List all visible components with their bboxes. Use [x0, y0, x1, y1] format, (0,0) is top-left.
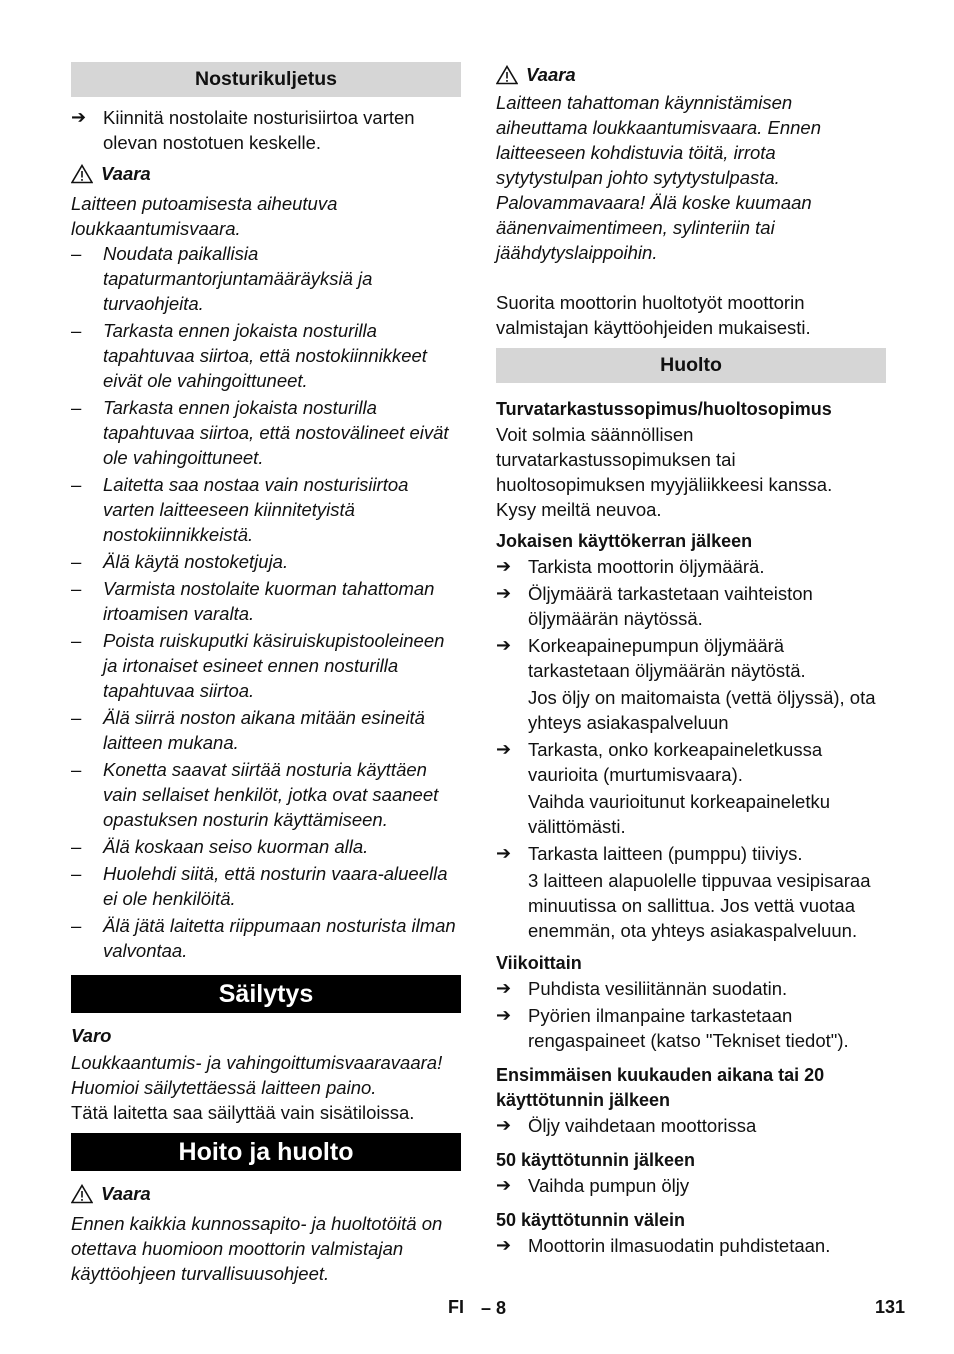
instruction-item: [496, 1173, 886, 1198]
instruction-text: Tarkista moottorin öljymäärä.: [528, 556, 765, 577]
list-item-text: Tarkasta ennen jokaista nosturilla tapahtuvaa siirtoa, että nostokiinnikkeet eivät ole vahingoittuneet.: [103, 320, 427, 391]
arrow-right-icon: ➔: [496, 556, 512, 576]
arrow-right-icon: ➔: [496, 978, 512, 998]
list-item-text: Älä siirrä noston aikana mitään esineitä laitteen mukana.: [103, 707, 425, 753]
every-50h-list: [496, 1233, 886, 1258]
after-50h-list: [496, 1173, 886, 1198]
list-item: [71, 318, 461, 393]
instruction-text: Tarkasta, onko korkeapaineletkussa vaurioita (murtumisvaara).: [528, 739, 823, 785]
instruction-text: Vaihda pumpun öljy: [528, 1175, 690, 1196]
list-item: [71, 576, 461, 626]
arrow-right-icon: ➔: [496, 1175, 512, 1195]
footer-language: FI: [448, 1297, 464, 1317]
instruction-item: [496, 581, 886, 631]
list-item-text: Varmista nostolaite kuorman tahattoman irtoamisen varalta.: [103, 578, 435, 624]
warning-triangle-icon: [71, 164, 93, 184]
after-use-list: [496, 554, 886, 943]
subheading-first-month: Ensimmäisen kuukauden aikana tai 20 käyttötunnin jälkeen: [496, 1065, 825, 1110]
warning-text: Ennen kaikkia kunnossapito- ja huoltotöitä on otettava huomioon moottorin valmistajan käyttöohjeen turvallisuusohjeet.: [71, 1213, 443, 1284]
list-item-text: Älä käytä nostoketjuja.: [103, 551, 289, 572]
list-item: [71, 395, 461, 470]
arrow-right-icon: ➔: [496, 635, 512, 655]
section-title-sailytys: Säilytys: [71, 975, 461, 1013]
arrow-right-icon: ➔: [496, 843, 512, 863]
list-item: [71, 472, 461, 547]
section-title-hoito-ja-huolto: Hoito ja huolto: [71, 1133, 461, 1171]
dash-bullet: –: [71, 707, 82, 728]
dash-bullet: –: [71, 551, 82, 572]
footer-section-page: – 8: [481, 1298, 507, 1318]
storage-note: Tätä laitetta saa säilyttää vain sisätiloissa.: [71, 1102, 415, 1123]
list-item-text: Älä koskaan seiso kuorman alla.: [103, 836, 369, 857]
list-item: [71, 913, 461, 963]
arrow-right-icon: ➔: [496, 739, 512, 759]
list-item: [71, 549, 461, 574]
dash-bullet: –: [71, 836, 82, 857]
warning-text-burn: Palovammavaara! Älä koske kuumaan äänenvaimentimeen, sylinteriin tai jäähdytyslaippoihin.: [496, 192, 812, 263]
list-item-text: Laitetta saa nostaa vain nosturisiirtoa varten laitteeseen kiinnitetyistä nostokiinnikkeistä.: [103, 474, 409, 545]
left-column: [71, 62, 461, 1286]
instruction-item: [496, 1003, 886, 1053]
instruction-item: [496, 633, 886, 683]
list-item-text: Tarkasta ennen jokaista nosturilla tapahtuvaa siirtoa, että nostovälineet eivät ole vahingoittuneet.: [103, 397, 449, 468]
list-item-text: Älä jätä laitetta riippumaan nosturista ilman valvontaa.: [103, 915, 456, 961]
instruction-text: Öljy vaihdetaan moottorissa: [528, 1115, 757, 1136]
dash-bullet: –: [71, 320, 82, 341]
instruction-item: [496, 1233, 886, 1258]
subheading-every-50h: 50 käyttötunnin välein: [496, 1210, 686, 1230]
warning-text: Laitteen tahattoman käynnistämisen aiheuttama loukkaantumisvaara. Ennen laitteeseen kohdistuvia töitä, irrota sytytystulpan johto sytytystulpasta.: [496, 92, 821, 188]
list-item: [71, 705, 461, 755]
instruction-note: 3 laitteen alapuolelle tippuvaa vesipisaraa minuutissa on sallittua. Jos vettä vuotaa enemmän, ota yhteys asiakaspalveluun.: [528, 870, 871, 941]
caution-text: Loukkaantumis- ja vahingoittumisvaaravaara! Huomioi säilytettäessä laitteen paino.: [71, 1052, 443, 1098]
list-item-text: Konetta saavat siirtää nosturia käyttäen vain sellaiset henkilöt, jotka ovat saaneet opastuksen nosturin käyttämiseen.: [103, 759, 439, 830]
dash-bullet: –: [71, 915, 82, 936]
instruction-text: Tarkasta laitteen (pumppu) tiiviys.: [528, 843, 803, 864]
section-title-nosturikuljetus: Nosturikuljetus: [71, 62, 461, 97]
list-item: [71, 628, 461, 703]
warning-triangle-icon: [71, 1184, 93, 1204]
dash-bullet: –: [71, 759, 82, 780]
instruction-text: Korkeapainepumpun öljymäärä tarkastetaan öljymäärän näytöstä.: [528, 635, 806, 681]
subheading-after-50h: 50 käyttötunnin jälkeen: [496, 1150, 696, 1170]
list-item: [71, 861, 461, 911]
arrow-right-icon: ➔: [496, 1115, 512, 1135]
instruction-text: Pyörien ilmanpaine tarkastetaan rengaspaineet (katso "Tekniset tiedot").: [528, 1005, 849, 1051]
arrow-right-icon: ➔: [71, 107, 87, 127]
arrow-right-icon: ➔: [496, 1005, 512, 1025]
dash-bullet: –: [71, 578, 82, 599]
contract-note: Kysy meiltä neuvoa.: [496, 499, 662, 520]
instruction-note: Vaihda vaurioitunut korkeapaineletku välittömästi.: [528, 791, 831, 837]
weekly-list: [496, 976, 886, 1053]
warning-heading: Vaara: [71, 161, 461, 186]
warning-triangle-icon: [496, 65, 518, 85]
subheading-contract: Turvatarkastussopimus/huoltosopimus: [496, 399, 832, 419]
instruction-item: [496, 841, 886, 866]
list-item-text: Noudata paikallisia tapaturmantorjuntamääräyksiä ja turvaohjeita.: [103, 243, 373, 314]
subheading-after-use: Jokaisen käyttökerran jälkeen: [496, 531, 753, 551]
engine-note: Suorita moottorin huoltotyöt moottorin valmistajan käyttöohjeiden mukaisesti.: [496, 292, 811, 338]
dash-bullet: –: [71, 397, 82, 418]
dash-bullet: –: [71, 243, 82, 264]
list-item: [71, 241, 461, 316]
safety-list: [71, 241, 461, 963]
dash-bullet: –: [71, 630, 82, 651]
instruction-item: ➔ Kiinnitä nostolaite nosturisiirtoa varten olevan nostotuen keskelle.: [71, 107, 415, 153]
warning-heading: Vaara: [496, 62, 886, 87]
dash-bullet: –: [71, 863, 82, 884]
instruction-item: [496, 976, 886, 1001]
right-column: [496, 62, 886, 1260]
subheading-weekly: Viikoittain: [496, 953, 582, 973]
first-month-list: [496, 1113, 886, 1138]
footer-page-number: 131: [875, 1297, 906, 1317]
instruction-item: [496, 1113, 886, 1138]
list-item: [71, 757, 461, 832]
list-item-text: Huolehdi siitä, että nosturin vaara-alueella ei ole henkilöitä.: [103, 863, 448, 909]
instruction-text: Öljymäärä tarkastetaan vaihteiston öljymäärän näytössä.: [528, 583, 813, 629]
instruction-text: Moottorin ilmasuodatin puhdistetaan.: [528, 1235, 831, 1256]
instruction-item: [496, 737, 886, 787]
caution-heading: Varo: [71, 1025, 112, 1046]
warning-text: Laitteen putoamisesta aiheutuva loukkaantumisvaara.: [71, 193, 338, 239]
warning-heading: Vaara: [71, 1181, 461, 1206]
list-item: [71, 834, 461, 859]
contract-text: Voit solmia säännöllisen turvatarkastussopimuksen tai huoltosopimuksen myyjäliikkeesi kanssa.: [496, 424, 833, 495]
instruction-text: Puhdista vesiliitännän suodatin.: [528, 978, 788, 999]
instruction-note: Jos öljy on maitomaista (vettä öljyssä), ota yhteys asiakaspalveluun: [528, 687, 876, 733]
arrow-right-icon: ➔: [496, 1235, 512, 1255]
section-title-huolto: Huolto: [496, 348, 886, 383]
list-item-text: Poista ruiskuputki käsiruiskupistooleineen ja irtonaiset esineet ennen nosturilla tapahtuvaa siirtoa.: [103, 630, 445, 701]
instruction-item: [496, 554, 886, 579]
dash-bullet: –: [71, 474, 82, 495]
arrow-right-icon: ➔: [496, 583, 512, 603]
